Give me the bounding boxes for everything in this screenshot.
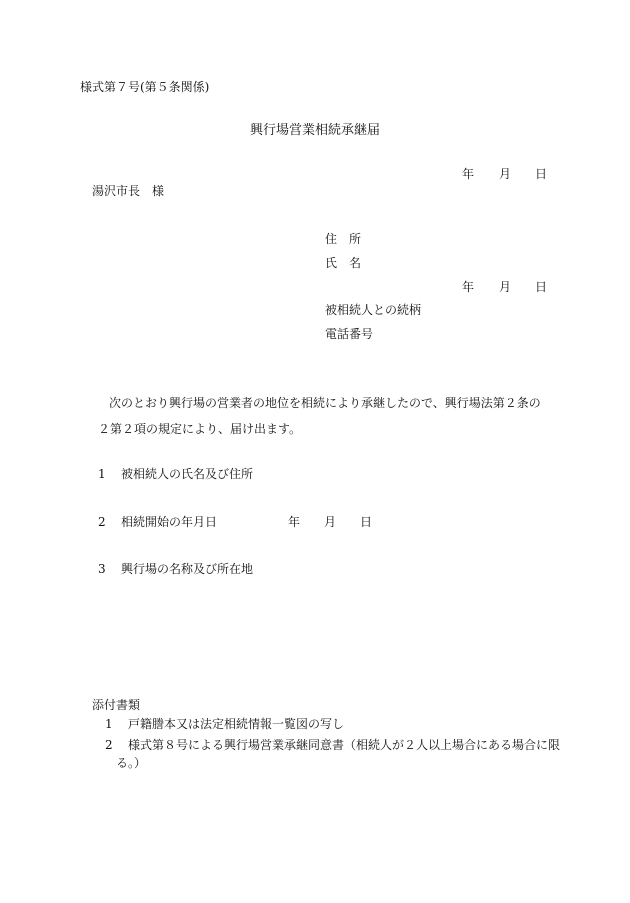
address-label: 住 所 [325, 232, 362, 246]
attachment-1-text: 戸籍謄本又は法定相続情報一覧図の写し [128, 717, 345, 731]
body-text-line-2: ２第２項の規定により、届け出ます。 [98, 422, 302, 436]
attachment-1-number: 1 [105, 717, 113, 731]
date-year: 年 [462, 167, 475, 181]
date-month: 月 [499, 167, 512, 181]
name-label: 氏 名 [325, 256, 362, 270]
item-1-label: 被相続人の氏名及び住所 [121, 467, 254, 481]
attachment-2-text: 様式第８号による興行場営業承継同意書（相続人が２人以上場合にある場合に限 [128, 738, 561, 752]
attachment-2-number: 2 [105, 738, 113, 752]
addressee: 湯沢市長 様 [92, 184, 165, 198]
item-2-day: 日 [360, 515, 373, 529]
date-day: 日 [535, 167, 548, 181]
item-2-year: 年 [288, 515, 301, 529]
form-number: 様式第７号(第５条関係) [80, 80, 210, 94]
attachments-heading: 添付書類 [92, 698, 141, 712]
item-3-label: 興行場の名称及び所在地 [121, 562, 254, 576]
item-2-number: 2 [98, 515, 106, 529]
date-day-2: 日 [535, 280, 548, 294]
item-2-label: 相続開始の年月日 [121, 515, 218, 529]
phone-label: 電話番号 [325, 327, 374, 341]
date-year-2: 年 [462, 280, 475, 294]
attachment-2-continuation: る。） [116, 756, 147, 770]
date-month-2: 月 [499, 280, 512, 294]
relationship-label: 被相続人との続柄 [325, 303, 422, 317]
document-title: 興行場営業相続承継届 [250, 123, 381, 138]
item-3-number: 3 [98, 562, 106, 576]
item-2-month: 月 [324, 515, 337, 529]
body-text-line-1: 次のとおり興行場の営業者の地位を相続により承継したので、興行場法第２条の [109, 396, 541, 410]
item-1-number: 1 [98, 467, 106, 481]
